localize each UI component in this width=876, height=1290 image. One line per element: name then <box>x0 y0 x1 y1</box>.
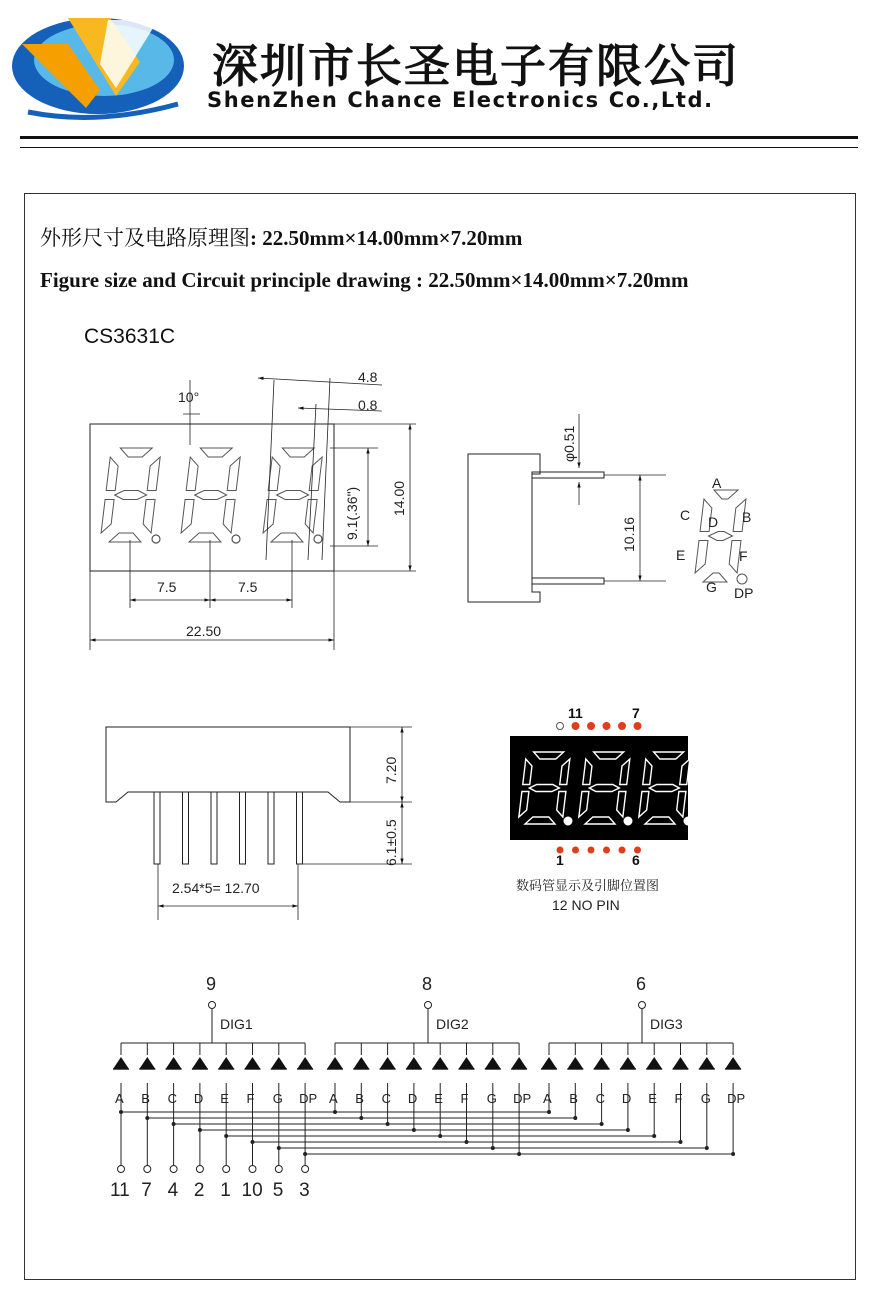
dim-pin-span: 10.16 <box>621 516 637 552</box>
bottom-view-pin <box>240 792 246 864</box>
bottom-view-pin <box>211 792 217 864</box>
top-pin-dot <box>588 723 595 730</box>
segment-pin-dot <box>275 1166 282 1173</box>
segment-label-a: A <box>712 475 722 491</box>
company-name-cn: 深圳市长圣电子有限公司 <box>212 39 740 93</box>
diode-e <box>218 1057 234 1069</box>
bottom-view-pin <box>297 792 303 864</box>
segment-label-e: E <box>676 547 686 563</box>
decimal-point <box>624 817 632 825</box>
dim-digit-height: 9.1(.36") <box>344 486 360 540</box>
dim-top-2: 0.8 <box>358 397 378 413</box>
segment-b <box>227 457 240 491</box>
segment-c-label: C <box>595 1091 605 1106</box>
segment-e <box>181 500 194 534</box>
diode-dp <box>297 1057 313 1069</box>
diode-b <box>567 1057 583 1069</box>
common-pin-dot <box>425 1002 432 1009</box>
decimal-point <box>314 535 322 543</box>
bottom-pin-dot <box>603 847 610 854</box>
segment-dp-label: DP <box>299 1091 318 1106</box>
segment-b-label: B <box>569 1091 578 1106</box>
segment-label-g: G <box>706 579 717 595</box>
segment-pin-dot <box>223 1166 230 1173</box>
pin-label-6: 6 <box>632 852 640 868</box>
segment-b <box>309 457 322 491</box>
top-pin-dot <box>572 723 579 730</box>
dim-pin-length: 6.1±0.5 <box>383 819 399 866</box>
diode-d <box>192 1057 208 1069</box>
company-name-en: ShenZhen Chance Electronics Co.,Ltd. <box>207 88 714 112</box>
segment-label-c: C <box>680 507 691 523</box>
diode-c <box>166 1057 182 1069</box>
segment-pin-dot <box>144 1166 151 1173</box>
common-pin-6: 6 <box>636 974 647 994</box>
segment-d <box>271 533 303 542</box>
segment-label-b: B <box>742 509 752 525</box>
diode-f <box>459 1057 475 1069</box>
segment-f-label: F <box>460 1091 469 1106</box>
segment-a <box>714 490 738 499</box>
segment-c <box>223 500 235 534</box>
segment-d-label: D <box>407 1091 418 1106</box>
segment-d-label: D <box>193 1091 204 1106</box>
segment-e <box>263 500 276 534</box>
bottom-view-pin <box>154 792 160 864</box>
segment-pin-11: 11 <box>110 1180 130 1201</box>
segment-pin-5: 5 <box>272 1180 284 1201</box>
segment-a-label: A <box>543 1091 552 1106</box>
diode-b <box>139 1057 155 1069</box>
segment-f-label: F <box>246 1091 255 1106</box>
segment-g-label: G <box>486 1091 497 1106</box>
segment-label-f: F <box>739 548 748 564</box>
segment-g <box>115 491 147 500</box>
segment-b <box>147 457 160 491</box>
side-view-pin-bottom <box>532 578 604 584</box>
segment-label-d: D <box>708 514 719 530</box>
segment-c-label: C <box>381 1091 391 1106</box>
segment-a-label: A <box>115 1091 124 1106</box>
diode-a <box>327 1057 343 1069</box>
dim-top-1: 4.8 <box>358 369 378 385</box>
segment-g <box>195 491 227 500</box>
model-number: CS3631C <box>84 325 176 348</box>
segment-pin-10: 10 <box>241 1180 263 1201</box>
segment-pin-2: 2 <box>193 1180 205 1201</box>
segment-pin-1: 1 <box>220 1180 231 1201</box>
common-pin-8: 8 <box>422 974 433 994</box>
segment-e-label: E <box>220 1091 229 1106</box>
dim-pin-pitch: 2.54*5= 12.70 <box>172 880 260 896</box>
common-pin-dot <box>639 1002 646 1009</box>
segment-f-label: F <box>674 1091 683 1106</box>
dim-pitch-1: 7.5 <box>157 579 177 595</box>
diode-g <box>271 1057 287 1069</box>
front-view <box>90 378 416 650</box>
title-dims: : 22.50mm×14.00mm×7.20mm <box>250 226 523 250</box>
segment-a <box>200 448 232 457</box>
segment-g <box>589 785 619 792</box>
diode-a <box>541 1057 557 1069</box>
segment-pin-dot <box>170 1166 177 1173</box>
segment-c <box>143 500 155 534</box>
dim-body-height: 7.20 <box>383 756 399 784</box>
segment-pin-dot <box>302 1166 309 1173</box>
decimal-point <box>152 535 160 543</box>
diode-dp <box>511 1057 527 1069</box>
dim-pin-dia: φ0.51 <box>561 425 577 462</box>
segment-e <box>101 500 114 534</box>
common-pin-9: 9 <box>206 974 217 994</box>
diode-c <box>594 1057 610 1069</box>
segment-c-label: C <box>167 1091 177 1106</box>
decimal-point <box>564 817 572 825</box>
common-pin-dot <box>209 1002 216 1009</box>
diode-e <box>432 1057 448 1069</box>
segment-g <box>709 532 733 541</box>
segment-d <box>189 533 221 542</box>
diode-c <box>380 1057 396 1069</box>
dim-angle: 10° <box>178 389 200 405</box>
segment-pin-dot <box>196 1166 203 1173</box>
segment-dp-label: DP <box>513 1091 532 1106</box>
pin-label-7: 7 <box>632 705 640 721</box>
display-caption-en: 12 NO PIN <box>552 897 620 913</box>
digit-label-dig1: DIG1 <box>220 1016 253 1032</box>
segment-f <box>186 457 198 491</box>
bottom-view-pins <box>154 792 303 864</box>
front-view-digits <box>101 448 322 543</box>
segment-b-label: B <box>141 1091 150 1106</box>
segment-pin-3: 3 <box>299 1180 310 1201</box>
diode-g <box>485 1057 501 1069</box>
title-cn-prefix: 外形尺寸及电路原理图 <box>40 226 250 250</box>
segment-a <box>120 448 152 457</box>
segment-pin-dot <box>249 1166 256 1173</box>
top-pin-dot <box>557 723 564 730</box>
diode-g <box>699 1057 715 1069</box>
bottom-pin-dot <box>588 847 595 854</box>
segment-pin-4: 4 <box>167 1180 179 1201</box>
segment-a <box>282 448 314 457</box>
bottom-view-pin <box>268 792 274 864</box>
segment-e-label: E <box>648 1091 657 1106</box>
digit-label-dig2: DIG2 <box>436 1016 469 1032</box>
segment-e-label: E <box>434 1091 443 1106</box>
bottom-pin-dot <box>619 847 626 854</box>
dim-width: 22.50 <box>186 623 222 639</box>
segment-e <box>695 541 708 574</box>
bottom-pin-dot <box>572 847 579 854</box>
segment-g <box>277 491 309 500</box>
decimal-point <box>684 817 692 825</box>
segment-map <box>676 475 753 601</box>
segment-f <box>106 457 118 491</box>
segment-g-label: G <box>272 1091 283 1106</box>
side-view-body <box>468 454 540 602</box>
decimal-point <box>737 574 747 584</box>
segment-dp-label: DP <box>727 1091 746 1106</box>
segment-pin-7: 7 <box>141 1180 152 1201</box>
bottom-view-body <box>106 727 350 802</box>
segment-g-label: G <box>700 1091 711 1106</box>
dim-pitch-2: 7.5 <box>238 579 258 595</box>
segment-label-dp: DP <box>734 585 754 601</box>
pin-label-1: 1 <box>556 852 564 868</box>
diode-d <box>620 1057 636 1069</box>
display-caption-cn: 数码管显示及引脚位置图 <box>516 878 660 893</box>
diode-f <box>245 1057 261 1069</box>
decimal-point <box>232 535 240 543</box>
segment-g <box>529 785 559 792</box>
diode-f <box>673 1057 689 1069</box>
diode-e <box>646 1057 662 1069</box>
top-pin-dot <box>619 723 626 730</box>
diode-b <box>353 1057 369 1069</box>
diode-dp <box>725 1057 741 1069</box>
segment-b-label: B <box>355 1091 364 1106</box>
title-en: Figure size and Circuit principle drawing : 22.50mm×14.00mm×7.20mm <box>40 268 689 292</box>
side-view-pin-top <box>532 472 604 478</box>
segment-a-label: A <box>329 1091 338 1106</box>
pin-position-display <box>510 723 692 854</box>
diode-a <box>113 1057 129 1069</box>
digit-label-dig3: DIG3 <box>650 1016 683 1032</box>
top-pin-dot <box>603 723 610 730</box>
circuit-diagram <box>110 974 745 1201</box>
pin-label-11: 11 <box>568 705 583 721</box>
bottom-view-pin <box>183 792 189 864</box>
diode-d <box>406 1057 422 1069</box>
segment-pin-dot <box>118 1166 125 1173</box>
top-pin-dot <box>634 723 641 730</box>
segment-g <box>649 785 679 792</box>
dim-height: 14.00 <box>391 480 407 516</box>
segment-d-label: D <box>621 1091 632 1106</box>
segment-d <box>109 533 141 542</box>
